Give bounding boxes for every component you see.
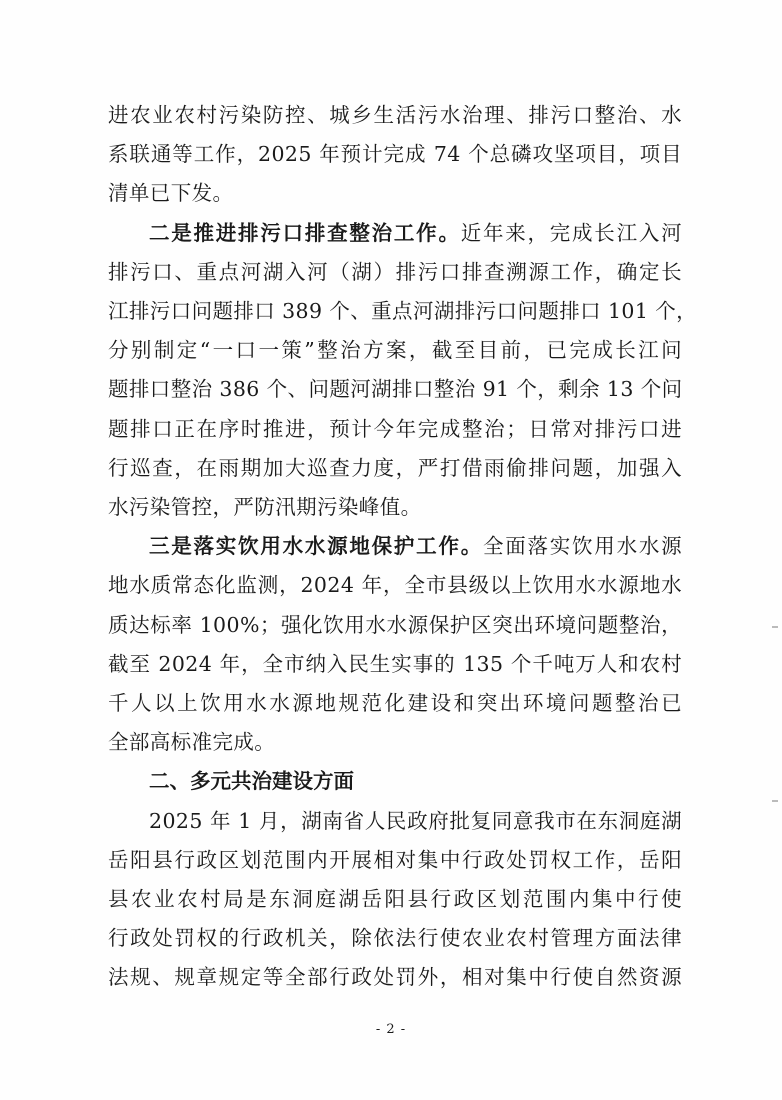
text-line: 质达标率 100%；强化饮用水水源保护区突出环境问题整治， — [108, 612, 682, 637]
text-line: 进农业农村污染防控、城乡生活污水治理、排污口整治、水 — [108, 103, 682, 127]
text-run: 近年来，完成长江入河 — [460, 220, 683, 245]
text-line: 地水质常态化监测，2024 年，全市县级以上饮用水水源地水 — [108, 573, 682, 598]
text-line-first — [108, 214, 682, 253]
text-line-first: 2025 年 1 月，湖南省人民政府批复同意我市在东洞庭湖 — [149, 808, 682, 833]
text-line: 截至 2024 年，全市纳入民生实事的 135 个千吨万人和农村 — [108, 651, 682, 676]
text-line: 题排口正在序时推进，预计今年完成整治；日常对排污口进 — [108, 416, 682, 441]
page-number: - 2 - — [375, 1022, 407, 1037]
scan-mark — [772, 800, 778, 802]
text-line: 全部高标准完成。 — [108, 730, 276, 755]
text-line-first — [108, 527, 682, 566]
text-line: 行政处罚权的行政机关，除依法行使农业农村管理方面法律 — [108, 926, 682, 951]
paragraph-3 — [108, 527, 682, 762]
paragraph-1 — [108, 96, 682, 214]
paragraph-2 — [108, 214, 698, 528]
text-line: 题排口整治 386 个、问题河湖排口整治 91 个，剩余 13 个问 — [108, 377, 683, 402]
text-run: 全面落实饮用水水源 — [482, 534, 683, 559]
text-line: 千人以上饮用水水源地规范化建设和突出环境问题整治已 — [108, 691, 682, 716]
paragraph-lead: 三是落实饮用水水源地保护工作。 — [149, 534, 483, 559]
section-heading: 二、多元共治建设方面 — [149, 769, 354, 794]
paragraph-4 — [108, 802, 682, 998]
scan-mark — [772, 626, 778, 628]
text-line: 水污染管控，严防汛期污染峰值。 — [108, 495, 422, 520]
text-line: 清单已下发。 — [108, 181, 234, 206]
text-line: 分别制定“一口一策”整治方案，截至目前，已完成长江问 — [108, 338, 682, 363]
text-line: 系联通等工作，2025 年预计完成 74 个总磷攻坚项目，项目 — [108, 142, 682, 167]
text-line: 排污口、重点河湖入河（湖）排污口排查溯源工作，确定长 — [108, 259, 682, 284]
text-line: 江排污口问题排口 389 个、重点河湖排污口问题排口 101 个， — [108, 299, 698, 324]
text-line: 法规、规章规定等全部行政处罚外，相对集中行使自然资源 — [108, 965, 682, 990]
text-line: 行巡查，在雨期加大巡查力度，严打借雨偷排问题，加强入 — [108, 455, 682, 480]
paragraph-lead: 二是推进排污口排查整治工作。 — [149, 220, 461, 245]
text-line: 县农业农村局是东洞庭湖岳阳县行政区划范围内集中行使 — [108, 887, 682, 912]
text-line: 岳阳县行政区划范围内开展相对集中行政处罚权工作，岳阳 — [108, 847, 682, 872]
document-body — [108, 96, 698, 998]
